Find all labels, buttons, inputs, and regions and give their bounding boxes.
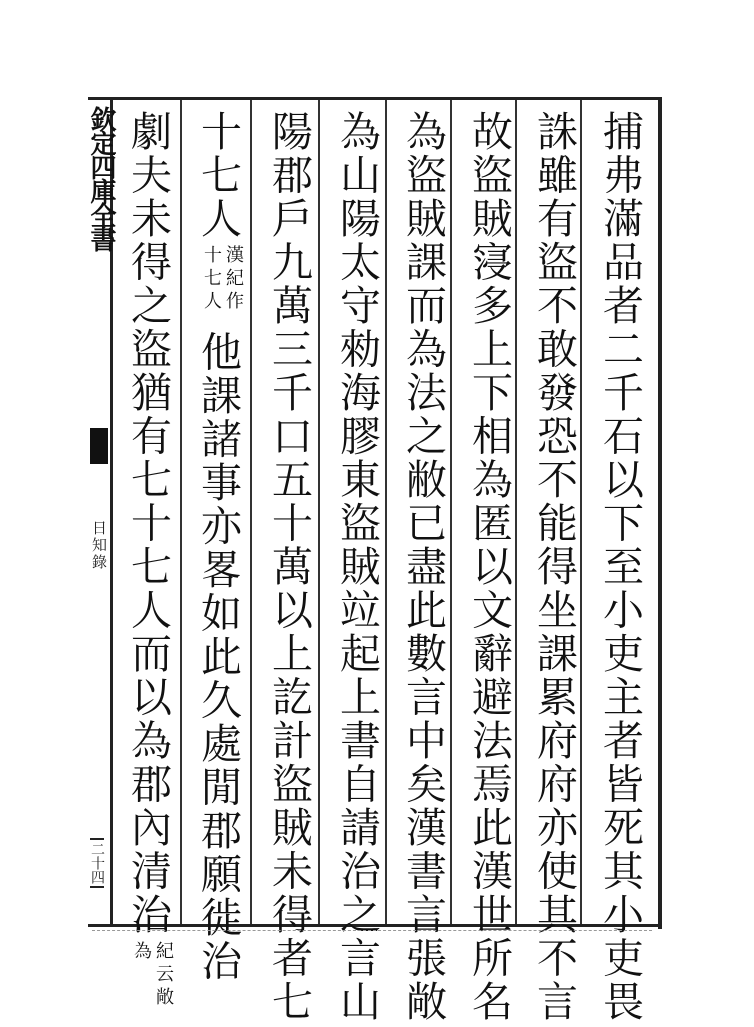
text-column-5	[331, 110, 383, 1024]
text-column-2	[528, 110, 580, 1024]
text-column-7	[192, 110, 244, 983]
text-column-3	[463, 110, 515, 1024]
page-number: 二十四	[90, 838, 104, 888]
column-text: 陽郡戶九萬三千口五十萬以上訖計盜賊未得者七	[265, 110, 313, 1024]
column-divider	[450, 100, 452, 924]
column-divider	[180, 100, 182, 924]
frame-top-border	[88, 97, 660, 100]
interlinear-note: 漢紀作十七人	[201, 244, 244, 314]
column-text: 他課諸事亦畧如此久處閒郡願徙治	[194, 330, 242, 983]
book-title: 欽定四庫全書	[86, 106, 116, 250]
page-bottom-edge	[92, 930, 652, 941]
column-text: 為盜賊課而為法之敝已盡此數言中矣漢書言張敞	[399, 110, 447, 1024]
column-divider	[250, 100, 252, 924]
column-divider	[318, 100, 320, 924]
fish-tail-mark	[90, 428, 108, 464]
column-divider	[385, 100, 387, 924]
column-text: 劇夫未得之盜猶有七十七人而以為郡內清治	[124, 110, 172, 937]
interlinear-note: 紀云敞為	[131, 940, 174, 1010]
column-text: 故盜賊寖多上下相為匿以文辭避法焉此漢世所名	[465, 110, 513, 1024]
margin-strip	[86, 100, 116, 924]
column-divider	[515, 100, 517, 924]
text-column-6	[263, 110, 315, 1024]
column-text: 捕弗滿品者二千石以下至小吏主者皆死其小吏畏	[596, 110, 644, 1024]
text-column-4	[397, 110, 449, 1024]
text-column-1	[594, 110, 646, 1024]
column-divider	[580, 100, 582, 924]
text-column-8	[122, 110, 174, 1010]
column-text: 為山陽太守勑海膠東盜賊竝起上書自請治之言山	[333, 110, 381, 1024]
frame-right-border	[658, 97, 662, 929]
column-text: 誅雖有盜不敢發恐不能得坐課累府府亦使其不言	[530, 110, 578, 1024]
volume-title: 日知錄	[90, 520, 108, 571]
column-text: 十七人	[194, 110, 242, 241]
